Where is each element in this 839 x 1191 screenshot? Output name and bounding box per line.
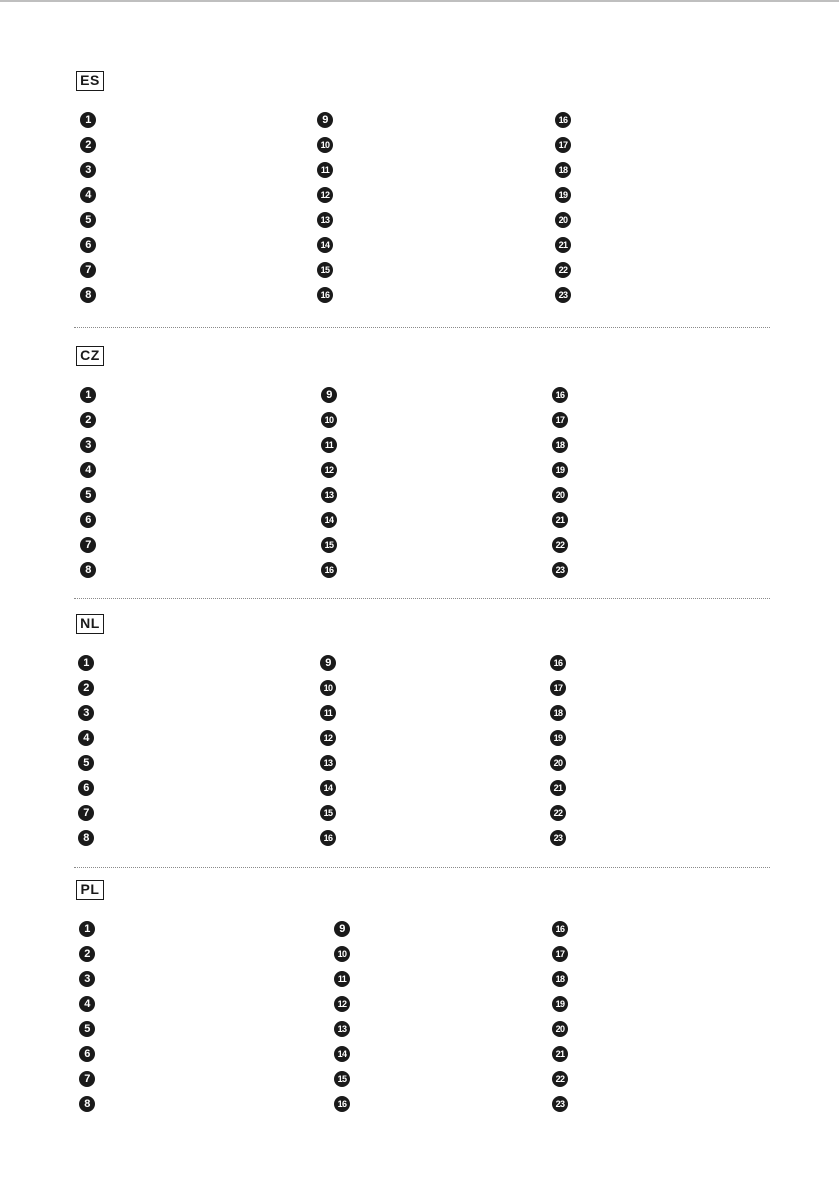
number-marker: 3: [80, 437, 96, 453]
number-marker: 14: [334, 1046, 350, 1062]
number-marker: 19: [552, 462, 568, 478]
number-marker: 21: [552, 512, 568, 528]
number-marker: 14: [321, 512, 337, 528]
column-3: [555, 112, 571, 312]
number-marker: 4: [80, 187, 96, 203]
section-pl: [76, 880, 770, 1120]
column-2: [320, 655, 336, 855]
number-marker: 7: [80, 262, 96, 278]
section-es: [76, 71, 770, 311]
number-marker: 2: [78, 680, 94, 696]
number-marker: 20: [550, 755, 566, 771]
number-marker: 1: [79, 921, 95, 937]
language-badge-cz: CZ: [76, 346, 104, 366]
number-marker: 16: [550, 655, 566, 671]
number-marker: 19: [550, 730, 566, 746]
column-3: [550, 655, 566, 855]
column-1: [80, 112, 96, 312]
column-2: [334, 921, 350, 1121]
number-marker: 2: [80, 412, 96, 428]
number-marker: 6: [79, 1046, 95, 1062]
section-nl: [76, 614, 770, 854]
number-marker: 20: [552, 1021, 568, 1037]
number-marker: 18: [550, 705, 566, 721]
number-marker: 12: [321, 462, 337, 478]
number-marker: 16: [552, 387, 568, 403]
number-marker: 8: [78, 830, 94, 846]
number-marker: 19: [552, 996, 568, 1012]
number-marker: 10: [334, 946, 350, 962]
number-marker: 10: [321, 412, 337, 428]
number-marker: 5: [80, 212, 96, 228]
number-marker: 18: [552, 437, 568, 453]
number-marker: 11: [321, 437, 337, 453]
number-marker: 16: [320, 830, 336, 846]
number-marker: 10: [317, 137, 333, 153]
number-marker: 21: [555, 237, 571, 253]
number-marker: 21: [552, 1046, 568, 1062]
number-marker: 22: [552, 1071, 568, 1087]
number-marker: 17: [550, 680, 566, 696]
number-marker: 6: [78, 780, 94, 796]
number-marker: 16: [552, 921, 568, 937]
number-marker: 1: [78, 655, 94, 671]
number-marker: 4: [80, 462, 96, 478]
number-marker: 11: [317, 162, 333, 178]
number-marker: 7: [78, 805, 94, 821]
number-marker: 7: [80, 537, 96, 553]
number-marker: 6: [80, 512, 96, 528]
number-marker: 13: [321, 487, 337, 503]
number-marker: 6: [80, 237, 96, 253]
number-marker: 11: [334, 971, 350, 987]
number-marker: 4: [78, 730, 94, 746]
page-top-rule: [0, 0, 839, 2]
language-badge-nl: NL: [76, 614, 104, 634]
language-badge-es: ES: [76, 71, 104, 91]
number-marker: 8: [79, 1096, 95, 1112]
number-marker: 8: [80, 562, 96, 578]
number-marker: 15: [320, 805, 336, 821]
number-marker: 9: [334, 921, 350, 937]
section-divider: [74, 598, 770, 599]
number-marker: 16: [317, 287, 333, 303]
number-marker: 1: [80, 387, 96, 403]
number-marker: 3: [78, 705, 94, 721]
number-marker: 3: [79, 971, 95, 987]
number-marker: 23: [555, 287, 571, 303]
number-marker: 5: [78, 755, 94, 771]
number-marker: 15: [317, 262, 333, 278]
number-marker: 5: [80, 487, 96, 503]
number-marker: 14: [320, 780, 336, 796]
number-marker: 4: [79, 996, 95, 1012]
number-marker: 17: [555, 137, 571, 153]
number-marker: 17: [552, 412, 568, 428]
number-marker: 9: [320, 655, 336, 671]
column-2: [321, 387, 337, 587]
number-marker: 12: [320, 730, 336, 746]
section-divider: [74, 867, 770, 868]
number-marker: 8: [80, 287, 96, 303]
number-marker: 18: [555, 162, 571, 178]
column-1: [78, 655, 94, 855]
number-marker: 1: [80, 112, 96, 128]
number-marker: 13: [334, 1021, 350, 1037]
section-divider: [74, 327, 770, 328]
number-marker: 13: [320, 755, 336, 771]
number-marker: 21: [550, 780, 566, 796]
number-marker: 18: [552, 971, 568, 987]
number-marker: 23: [552, 562, 568, 578]
number-marker: 12: [317, 187, 333, 203]
number-marker: 19: [555, 187, 571, 203]
number-marker: 13: [317, 212, 333, 228]
number-marker: 2: [79, 946, 95, 962]
number-marker: 10: [320, 680, 336, 696]
column-3: [552, 921, 568, 1121]
number-marker: 14: [317, 237, 333, 253]
number-marker: 20: [552, 487, 568, 503]
column-1: [79, 921, 95, 1121]
language-badge-pl: PL: [76, 880, 104, 900]
number-marker: 9: [317, 112, 333, 128]
number-marker: 23: [552, 1096, 568, 1112]
number-marker: 22: [555, 262, 571, 278]
number-marker: 17: [552, 946, 568, 962]
number-marker: 16: [555, 112, 571, 128]
number-marker: 15: [334, 1071, 350, 1087]
number-marker: 3: [80, 162, 96, 178]
number-marker: 2: [80, 137, 96, 153]
number-marker: 16: [321, 562, 337, 578]
number-marker: 15: [321, 537, 337, 553]
column-2: [317, 112, 333, 312]
number-marker: 22: [552, 537, 568, 553]
number-marker: 23: [550, 830, 566, 846]
number-marker: 20: [555, 212, 571, 228]
number-marker: 11: [320, 705, 336, 721]
column-3: [552, 387, 568, 587]
number-marker: 12: [334, 996, 350, 1012]
section-cz: [76, 346, 770, 586]
number-marker: 5: [79, 1021, 95, 1037]
number-marker: 7: [79, 1071, 95, 1087]
number-marker: 22: [550, 805, 566, 821]
number-marker: 9: [321, 387, 337, 403]
number-marker: 16: [334, 1096, 350, 1112]
column-1: [80, 387, 96, 587]
